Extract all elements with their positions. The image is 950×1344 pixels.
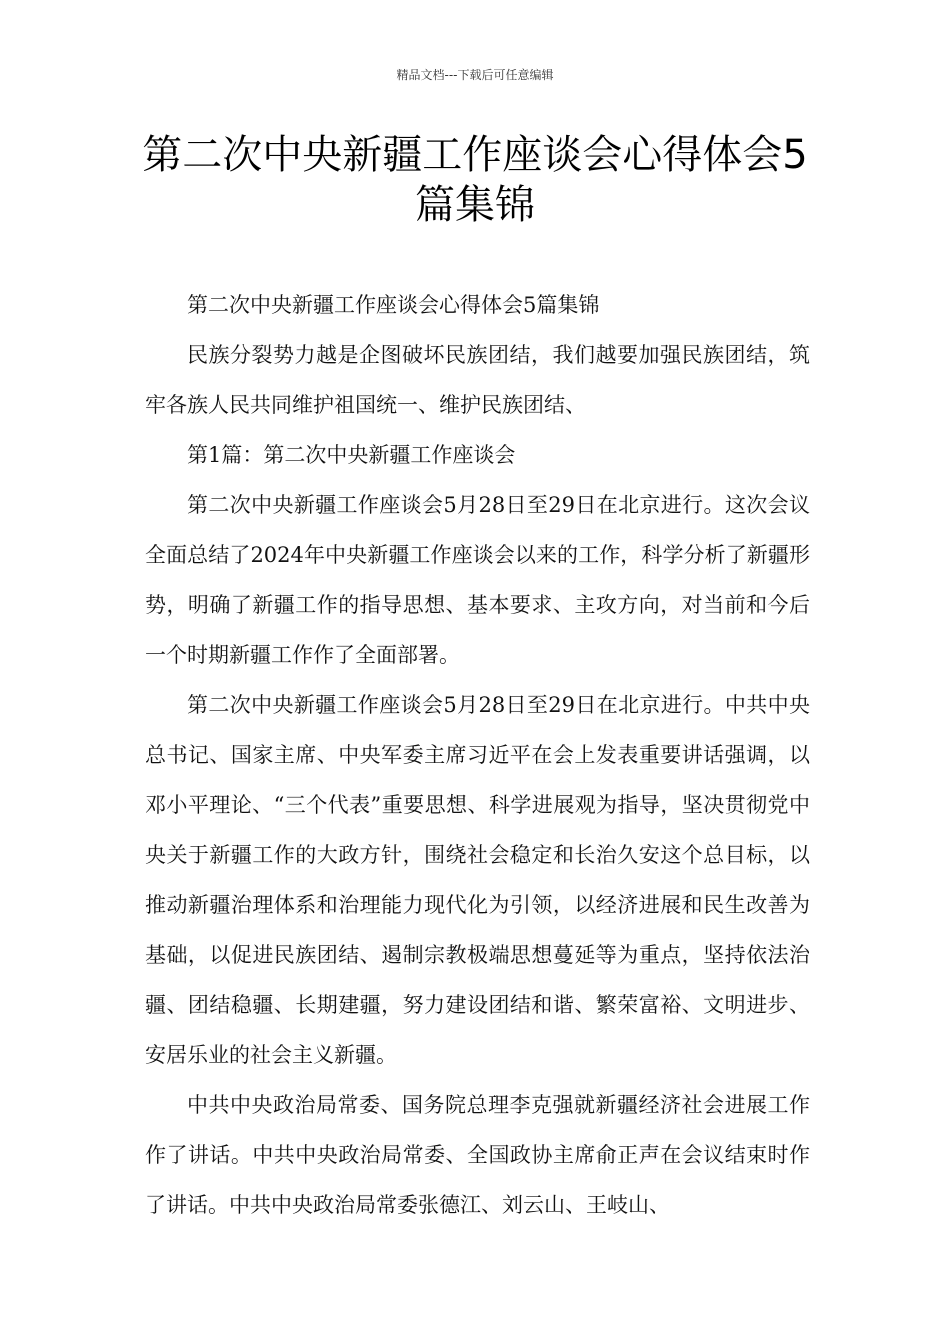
paragraph-body: 第二次中央新疆工作座谈会5月28日至29日在北京进行。这次会议全面总结了2024年中央新疆工作座谈会以来的工作，科学分析了新疆形势，明确了新疆工作的指导思想、基本要求、主攻方向，对当前和今后一个时期新疆工作作了全面部署。 — [145, 493, 810, 667]
paragraph-intro: 民族分裂势力越是企图破坏民族团结，我们越要加强民族团结，筑牢各族人民共同维护祖国统一、维护民族团结、 — [145, 343, 810, 417]
document-title: 第二次中央新疆工作座谈会心得体会5篇集锦 — [142, 132, 808, 228]
paragraph-section-heading: 第1篇：第二次中央新疆工作座谈会 — [187, 443, 516, 467]
paragraph-subtitle: 第二次中央新疆工作座谈会心得体会5篇集锦 — [187, 293, 600, 317]
document-body — [145, 280, 810, 1230]
header-note: 精品文档---下载后可任意编辑 — [396, 68, 554, 82]
paragraph-body: 第二次中央新疆工作座谈会5月28日至29日在北京进行。中共中央总书记、国家主席、中央军委主席习近平在会上发表重要讲话强调，以邓小平理论、“三个代表”重要思想、科学进展观为指导，坚决贯彻党中央关于新疆工作的大政方针，围绕社会稳定和长治久安这个总目标，以推动新疆治理体系和治理能力现代化为引领，以经济进展和民生改善为基础，以促进民族团结、遏制宗教极端思想蔓延等为重点，坚持依法治疆、团结稳疆、长期建疆，努力建设团结和谐、繁荣富裕、文明进步、安居乐业的社会主义新疆。 — [145, 693, 810, 1067]
paragraph-body: 中共中央政治局常委、国务院总理李克强就新疆经济社会进展工作作了讲话。中共中央政治局常委、全国政协主席俞正声在会议结束时作了讲话。中共中央政治局常委张德江、刘云山、王岐山、 — [145, 1093, 810, 1217]
